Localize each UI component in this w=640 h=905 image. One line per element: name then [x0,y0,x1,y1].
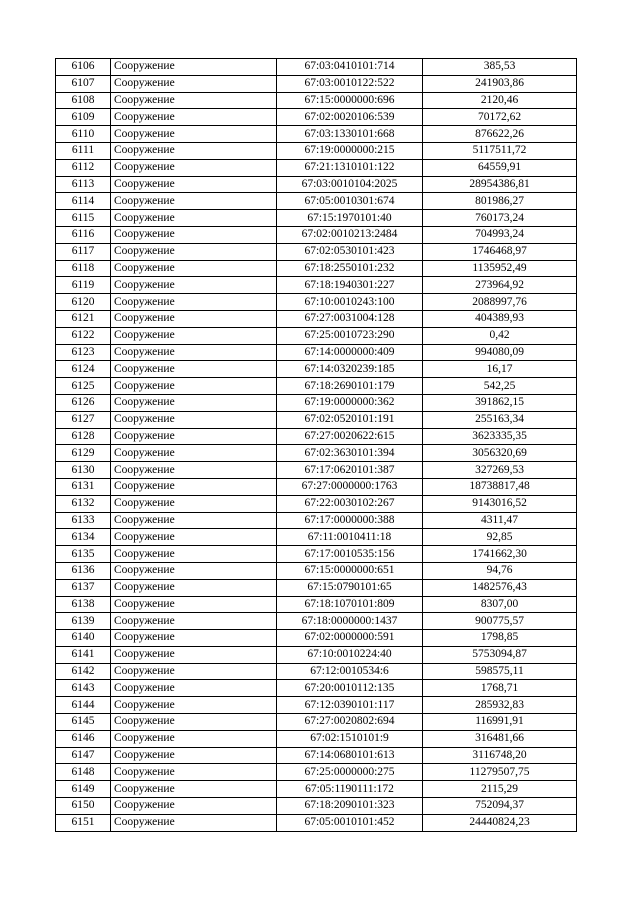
row-number-cell: 6137 [56,579,111,596]
cadastral-value-cell: 4311,47 [423,512,577,529]
object-type-cell: Сооружение [111,714,277,731]
cadastral-number-cell: 67:02:0530101:423 [277,243,423,260]
cadastral-value-cell: 9143016,52 [423,495,577,512]
row-number-cell: 6150 [56,798,111,815]
table-row [56,294,577,311]
cadastral-number-cell: 67:18:0000000:1437 [277,613,423,630]
object-type-cell: Сооружение [111,75,277,92]
table-row [56,697,577,714]
cadastral-value-cell: 24440824,23 [423,814,577,831]
table-row [56,798,577,815]
table-row [56,327,577,344]
row-number-cell: 6132 [56,495,111,512]
row-number-cell: 6134 [56,529,111,546]
object-type-cell: Сооружение [111,176,277,193]
table-row [56,764,577,781]
cadastral-value-cell: 2120,46 [423,92,577,109]
table-row [56,546,577,563]
row-number-cell: 6145 [56,714,111,731]
object-type-cell: Сооружение [111,730,277,747]
table-row [56,277,577,294]
table-row [56,92,577,109]
row-number-cell: 6140 [56,630,111,647]
cadastral-value-cell: 760173,24 [423,210,577,227]
cadastral-number-cell: 67:18:2550101:232 [277,260,423,277]
object-type-cell: Сооружение [111,529,277,546]
cadastral-value-cell: 255163,34 [423,411,577,428]
cadastral-number-cell: 67:02:0020106:539 [277,109,423,126]
object-type-cell: Сооружение [111,562,277,579]
object-type-cell: Сооружение [111,579,277,596]
cadastral-number-cell: 67:02:3630101:394 [277,445,423,462]
cadastral-number-cell: 67:05:1190111:172 [277,781,423,798]
object-type-cell: Сооружение [111,495,277,512]
cadastral-value-cell: 542,25 [423,378,577,395]
row-number-cell: 6147 [56,747,111,764]
row-number-cell: 6142 [56,663,111,680]
cadastral-value-cell: 0,42 [423,327,577,344]
object-type-cell: Сооружение [111,445,277,462]
table-row [56,361,577,378]
row-number-cell: 6120 [56,294,111,311]
object-type-cell: Сооружение [111,697,277,714]
object-type-cell: Сооружение [111,814,277,831]
row-number-cell: 6112 [56,159,111,176]
registry-table-body [56,59,577,832]
object-type-cell: Сооружение [111,613,277,630]
cadastral-value-cell: 994080,09 [423,344,577,361]
row-number-cell: 6144 [56,697,111,714]
row-number-cell: 6123 [56,344,111,361]
cadastral-value-cell: 2115,29 [423,781,577,798]
cadastral-number-cell: 67:17:0620101:387 [277,462,423,479]
row-number-cell: 6135 [56,546,111,563]
cadastral-value-cell: 1798,85 [423,630,577,647]
object-type-cell: Сооружение [111,462,277,479]
object-type-cell: Сооружение [111,680,277,697]
cadastral-number-cell: 67:02:0010213:2484 [277,226,423,243]
table-row [56,512,577,529]
row-number-cell: 6125 [56,378,111,395]
table-row [56,59,577,76]
object-type-cell: Сооружение [111,159,277,176]
cadastral-value-cell: 900775,57 [423,613,577,630]
cadastral-value-cell: 11279507,75 [423,764,577,781]
object-type-cell: Сооружение [111,260,277,277]
object-type-cell: Сооружение [111,310,277,327]
table-row [56,428,577,445]
cadastral-value-cell: 1746468,97 [423,243,577,260]
cadastral-number-cell: 67:18:1070101:809 [277,596,423,613]
cadastral-number-cell: 67:27:0000000:1763 [277,478,423,495]
cadastral-value-cell: 385,53 [423,59,577,76]
cadastral-number-cell: 67:14:0000000:409 [277,344,423,361]
cadastral-number-cell: 67:25:0010723:290 [277,327,423,344]
row-number-cell: 6151 [56,814,111,831]
row-number-cell: 6139 [56,613,111,630]
table-row [56,260,577,277]
cadastral-number-cell: 67:05:0010301:674 [277,193,423,210]
table-row [56,310,577,327]
row-number-cell: 6138 [56,596,111,613]
row-number-cell: 6136 [56,562,111,579]
cadastral-value-cell: 327269,53 [423,462,577,479]
row-number-cell: 6122 [56,327,111,344]
cadastral-value-cell: 94,76 [423,562,577,579]
cadastral-value-cell: 285932,83 [423,697,577,714]
cadastral-value-cell: 241903,86 [423,75,577,92]
cadastral-number-cell: 67:19:0000000:215 [277,142,423,159]
object-type-cell: Сооружение [111,59,277,76]
cadastral-number-cell: 67:21:1310101:122 [277,159,423,176]
object-type-cell: Сооружение [111,243,277,260]
object-type-cell: Сооружение [111,798,277,815]
cadastral-value-cell: 2088997,76 [423,294,577,311]
cadastral-value-cell: 16,17 [423,361,577,378]
cadastral-number-cell: 67:02:0000000:591 [277,630,423,647]
cadastral-number-cell: 67:02:1510101:9 [277,730,423,747]
cadastral-number-cell: 67:14:0680101:613 [277,747,423,764]
object-type-cell: Сооружение [111,747,277,764]
object-type-cell: Сооружение [111,478,277,495]
cadastral-number-cell: 67:27:0020802:694 [277,714,423,731]
cadastral-value-cell: 5753094,87 [423,646,577,663]
cadastral-value-cell: 1482576,43 [423,579,577,596]
row-number-cell: 6141 [56,646,111,663]
table-row [56,781,577,798]
cadastral-value-cell: 116991,91 [423,714,577,731]
cadastral-number-cell: 67:03:0410101:714 [277,59,423,76]
table-row [56,344,577,361]
cadastral-value-cell: 64559,91 [423,159,577,176]
object-type-cell: Сооружение [111,193,277,210]
row-number-cell: 6129 [56,445,111,462]
cadastral-value-cell: 391862,15 [423,394,577,411]
cadastral-number-cell: 67:12:0390101:117 [277,697,423,714]
object-type-cell: Сооружение [111,764,277,781]
cadastral-number-cell: 67:19:0000000:362 [277,394,423,411]
row-number-cell: 6131 [56,478,111,495]
row-number-cell: 6133 [56,512,111,529]
row-number-cell: 6149 [56,781,111,798]
row-number-cell: 6106 [56,59,111,76]
cadastral-number-cell: 67:03:0010104:2025 [277,176,423,193]
row-number-cell: 6121 [56,310,111,327]
cadastral-value-cell: 18738817,48 [423,478,577,495]
cadastral-number-cell: 67:10:0010243:100 [277,294,423,311]
table-row [56,243,577,260]
table-row [56,478,577,495]
cadastral-number-cell: 67:15:0790101:65 [277,579,423,596]
row-number-cell: 6148 [56,764,111,781]
table-row [56,596,577,613]
table-row [56,814,577,831]
row-number-cell: 6124 [56,361,111,378]
cadastral-number-cell: 67:18:1940301:227 [277,277,423,294]
object-type-cell: Сооружение [111,327,277,344]
cadastral-value-cell: 1135952,49 [423,260,577,277]
row-number-cell: 6116 [56,226,111,243]
table-row [56,462,577,479]
row-number-cell: 6146 [56,730,111,747]
cadastral-number-cell: 67:17:0010535:156 [277,546,423,563]
cadastral-value-cell: 28954386,81 [423,176,577,193]
table-row [56,562,577,579]
table-row [56,378,577,395]
cadastral-number-cell: 67:15:0000000:651 [277,562,423,579]
cadastral-value-cell: 92,85 [423,529,577,546]
cadastral-number-cell: 67:02:0520101:191 [277,411,423,428]
row-number-cell: 6118 [56,260,111,277]
table-row [56,663,577,680]
table-row [56,394,577,411]
cadastral-number-cell: 67:18:2690101:179 [277,378,423,395]
table-row [56,714,577,731]
object-type-cell: Сооружение [111,277,277,294]
table-row [56,613,577,630]
table-row [56,646,577,663]
table-row [56,226,577,243]
cadastral-value-cell: 704993,24 [423,226,577,243]
row-number-cell: 6110 [56,126,111,143]
object-type-cell: Сооружение [111,344,277,361]
object-type-cell: Сооружение [111,394,277,411]
cadastral-value-cell: 70172,62 [423,109,577,126]
object-type-cell: Сооружение [111,210,277,227]
registry-table [55,58,577,832]
object-type-cell: Сооружение [111,428,277,445]
cadastral-value-cell: 1741662,30 [423,546,577,563]
row-number-cell: 6109 [56,109,111,126]
object-type-cell: Сооружение [111,646,277,663]
table-row [56,730,577,747]
object-type-cell: Сооружение [111,596,277,613]
row-number-cell: 6108 [56,92,111,109]
cadastral-value-cell: 316481,66 [423,730,577,747]
table-row [56,579,577,596]
cadastral-number-cell: 67:12:0010534:6 [277,663,423,680]
object-type-cell: Сооружение [111,294,277,311]
table-row [56,109,577,126]
row-number-cell: 6113 [56,176,111,193]
row-number-cell: 6111 [56,142,111,159]
row-number-cell: 6115 [56,210,111,227]
table-row [56,630,577,647]
cadastral-number-cell: 67:20:0010112:135 [277,680,423,697]
object-type-cell: Сооружение [111,226,277,243]
object-type-cell: Сооружение [111,546,277,563]
table-row [56,75,577,92]
cadastral-value-cell: 1768,71 [423,680,577,697]
row-number-cell: 6128 [56,428,111,445]
cadastral-value-cell: 3056320,69 [423,445,577,462]
cadastral-value-cell: 598575,11 [423,663,577,680]
cadastral-value-cell: 801986,27 [423,193,577,210]
row-number-cell: 6127 [56,411,111,428]
cadastral-number-cell: 67:15:0000000:696 [277,92,423,109]
table-row [56,210,577,227]
object-type-cell: Сооружение [111,512,277,529]
cadastral-value-cell: 5117511,72 [423,142,577,159]
table-row [56,495,577,512]
cadastral-number-cell: 67:18:2090101:323 [277,798,423,815]
row-number-cell: 6130 [56,462,111,479]
cadastral-number-cell: 67:17:0000000:388 [277,512,423,529]
table-row [56,126,577,143]
object-type-cell: Сооружение [111,663,277,680]
cadastral-number-cell: 67:11:0010411:18 [277,529,423,546]
row-number-cell: 6126 [56,394,111,411]
cadastral-value-cell: 404389,93 [423,310,577,327]
cadastral-value-cell: 3623335,35 [423,428,577,445]
object-type-cell: Сооружение [111,630,277,647]
cadastral-value-cell: 3116748,20 [423,747,577,764]
object-type-cell: Сооружение [111,781,277,798]
cadastral-value-cell: 273964,92 [423,277,577,294]
cadastral-number-cell: 67:10:0010224:40 [277,646,423,663]
row-number-cell: 6107 [56,75,111,92]
table-row [56,159,577,176]
table-row [56,747,577,764]
object-type-cell: Сооружение [111,411,277,428]
cadastral-number-cell: 67:25:0000000:275 [277,764,423,781]
cadastral-number-cell: 67:05:0010101:452 [277,814,423,831]
table-row [56,680,577,697]
table-row [56,193,577,210]
cadastral-number-cell: 67:14:0320239:185 [277,361,423,378]
table-row [56,176,577,193]
cadastral-number-cell: 67:27:0031004:128 [277,310,423,327]
object-type-cell: Сооружение [111,142,277,159]
table-row [56,529,577,546]
object-type-cell: Сооружение [111,378,277,395]
cadastral-number-cell: 67:27:0020622:615 [277,428,423,445]
cadastral-value-cell: 8307,00 [423,596,577,613]
row-number-cell: 6119 [56,277,111,294]
row-number-cell: 6114 [56,193,111,210]
object-type-cell: Сооружение [111,109,277,126]
object-type-cell: Сооружение [111,92,277,109]
cadastral-number-cell: 67:15:1970101:40 [277,210,423,227]
table-row [56,445,577,462]
cadastral-number-cell: 67:03:1330101:668 [277,126,423,143]
object-type-cell: Сооружение [111,126,277,143]
table-row [56,142,577,159]
cadastral-value-cell: 752094,37 [423,798,577,815]
table-row [56,411,577,428]
row-number-cell: 6143 [56,680,111,697]
object-type-cell: Сооружение [111,361,277,378]
row-number-cell: 6117 [56,243,111,260]
cadastral-value-cell: 876622,26 [423,126,577,143]
cadastral-number-cell: 67:22:0030102:267 [277,495,423,512]
cadastral-number-cell: 67:03:0010122:522 [277,75,423,92]
